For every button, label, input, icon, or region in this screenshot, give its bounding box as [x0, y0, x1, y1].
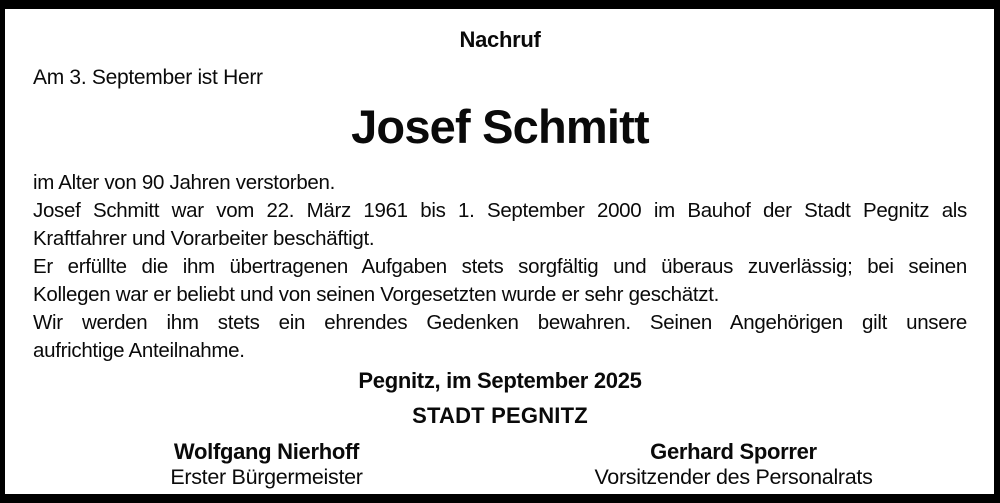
obituary-page	[5, 9, 994, 494]
deceased-name: Josef Schmitt	[351, 100, 649, 153]
body-line: Josef Schmitt war vom 22. März 1961 bis 1. September 2000 im Bauhof der Stadt Pegnitz als	[33, 199, 967, 222]
signature-right	[500, 439, 967, 491]
signatory-role: Vorsitzender des Personalrats	[594, 465, 873, 489]
body-line: aufrichtige Anteilnahme.	[33, 339, 245, 362]
signatory-name: Wolfgang Nierhoff	[173, 439, 360, 464]
body-line: Kraftfahrer und Vorarbeiter beschäftigt.	[33, 227, 375, 250]
signature-left	[33, 439, 500, 491]
body-line: Er erfüllte die ihm übertragenen Aufgaben stets sorgfältig und überaus zuverlässig; bei seinen	[33, 255, 967, 278]
signatory-name: Gerhard Sporrer	[650, 439, 817, 464]
organization-name: STADT PEGNITZ	[412, 403, 588, 428]
place-dateline: Pegnitz, im September 2025	[358, 368, 642, 393]
notice-intro-line: Am 3. September ist Herr	[33, 66, 263, 89]
body-line: im Alter von 90 Jahren verstorben.	[33, 171, 336, 194]
body-line: Wir werden ihm stets ein ehrendes Gedenken bewahren. Seinen Angehörigen gilt unsere	[33, 311, 967, 334]
notice-kicker: Nachruf	[459, 27, 541, 52]
body-line: Kollegen war er beliebt und von seinen Vorgesetzten wurde er sehr geschätzt.	[33, 283, 720, 306]
notice-body	[33, 169, 967, 365]
signatory-role: Erster Bürgermeister	[170, 465, 363, 489]
signatures-row	[33, 439, 967, 491]
